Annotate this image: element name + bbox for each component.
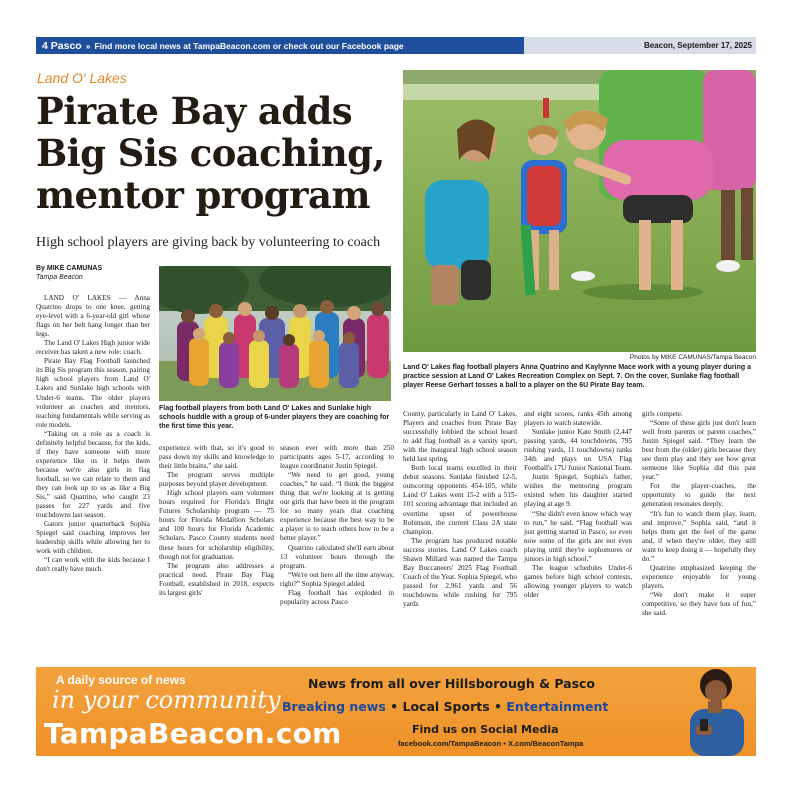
ad-categories: [282, 699, 608, 714]
issue-date: [524, 37, 756, 54]
paragraph: “Some of these girls just don't learn well from parents or parent coaches,” Justin Spiegel said. “They learn the best from the (older) girls because they see them play and they see how great someone like Sophia did this past year.”: [642, 419, 756, 482]
paragraph: The program also addresses a practical need. Pirate Bay Flag Football, established in 2018, expects its largest girls': [159, 561, 274, 597]
coaching-photo-image: [403, 70, 756, 352]
ad-social-links[interactable]: facebook.com/TampaBeacon • X.com/BeaconTampa: [398, 739, 584, 748]
article-byline: [36, 264, 102, 282]
byline-name: By MIKE CAMUNAS: [36, 265, 103, 272]
paragraph: “We need to get good, young coaches,” he said. “I think the biggest thing that we're looking at is getting our girls that have been in the program for so many years that coaching experience because the best way to be a player is to teach others how to be a better player.”: [280, 471, 394, 543]
paragraph: “I can work with the kids because I don't really have much: [36, 556, 150, 574]
ad-site-name[interactable]: TampaBeacon.com: [44, 717, 342, 750]
body-column-5: [524, 410, 632, 600]
header-message: Find more local news at TampaBeacon.com or check out our Facebook page: [94, 40, 404, 51]
ad-entertainment: Entertainment: [506, 699, 609, 714]
tampabeacon-ad[interactable]: [36, 667, 756, 756]
coaching-photo: [403, 70, 756, 352]
headline-line-2: Big Sis coaching,: [36, 131, 385, 175]
coaching-photo-caption: Land O' Lakes flag football players Anna Quatrino and Kaylynne Mace work with a young player during a practice session at Land O' Lakes Recreation Complex on Sept. 7. On the cover, Sunlake flag football player Reese Gerhart tosses a ball to a player on the 6U Pirate Bay team.: [403, 364, 751, 389]
paragraph: Flag football has exploded in popularity across Pasco: [280, 588, 394, 606]
page-header-bar: [36, 37, 756, 54]
huddle-photo-caption: Flag football players from both Land O' Lakes and Sunlake high schools huddle with a group of 6-under players they are coaching for the first time this year.: [159, 405, 390, 430]
ad-breaking-news: Breaking news: [282, 699, 386, 714]
ad-local-sports: Local Sports: [402, 699, 490, 714]
paragraph: season ever with more than 250 participants ages 5-17, according to league coordinator Justin Spiegel.: [280, 444, 394, 471]
huddle-photo-image: [159, 266, 391, 401]
paragraph: High school players earn volunteer hours required for Florida's Bright Futures Scholarship program — 75 hours for Florida Medallion Scholars and 100 hours for Florida Academic Scholars. Pasco County students need these hours for scholarship eligibility, though not for graduation.: [159, 489, 274, 561]
article-deck: High school players are giving back by volunteering to coach: [36, 235, 381, 250]
woman-with-phone-photo: [672, 667, 756, 756]
paragraph: The program serves multiple purposes beyond player development.: [159, 471, 274, 489]
paragraph: Both local teams excelled in their debut seasons. Sunlake finished 12-5, outscoring opponents 454-105, while Land O' Lakes went 15-2 with a 515-101 scoring advantage that included an overtime upset of powerhouse Robinson, the current Class 2A state champion.: [403, 464, 517, 536]
ad-tagline: A daily source of news: [56, 673, 186, 687]
headline-line-3: mentor program: [36, 173, 370, 217]
byline-org: Tampa Beacon: [36, 274, 83, 281]
paragraph: “Taking on a role as a coach is definitely helpful because, for the kids, if they have someone with more experience like us it helps them because we're also girls in flag football, so we can relate to them and they can look up to us as like a Big Sis,” said Quatrino, who caught 23 passes for 227 yards and five touchdowns last season.: [36, 429, 150, 520]
paragraph: Quatrino calculated she'll earn about 13 volunteer hours through the program.: [280, 543, 394, 570]
paragraph: “We're out here all the time anyway, right?” Sophia Spiegel added.: [280, 570, 394, 588]
paragraph: The Land O' Lakes High junior wide receiver has taken a new role: coach.: [36, 339, 150, 357]
body-column-3: [280, 444, 394, 607]
paragraph: Justin Spiegel, Sophia's father, wishes the mentoring program existed when his daughter started playing at age 9.: [524, 473, 632, 509]
issue-date-text: Beacon, September 17, 2025: [643, 41, 752, 50]
paragraph: “It's fun to watch them play, learn, and improve,” Sophia said, “and it helps them get the feel of the game and, if when they're older, they still want to keep doing it — hopefully they do.”: [642, 509, 756, 563]
huddle-photo: [159, 266, 391, 401]
paragraph: “We don't make it super competitive, so they have lots of fun,” she said.: [642, 590, 756, 618]
paragraph: “She didn't even know which way to run,” he said. “Flag football was just getting started in Pasco, so even now some of the girls are not even playing until they're sophomores or juniors in high school.”: [524, 509, 632, 563]
paragraph: and eight scores, ranks 45th among players to watch statewide.: [524, 410, 632, 428]
paragraph: Pirate Bay Flag Football launched its Big Sis program this season, pairing high school players from Land O' Lakes and Sunlake high schools with Under-6 teams. The older players volunteer as coaches and mentors, teaching fundamentals while serving as role models.: [36, 357, 150, 429]
paragraph: Quatrino emphasized keeping the experience enjoyable for young players.: [642, 563, 756, 590]
section-label: 4 Pasco: [42, 39, 82, 52]
body-column-6: [642, 410, 756, 618]
photo-credit: Photos by MIKE CAMUNAS/Tampa Beacon: [629, 354, 756, 361]
paragraph: The program has produced notable success stories. Land O' Lakes coach Shawn Millard was named the Tampa Bay Buccaneers' 2025 Flag Football Coach of the Year. Sophia Spiegel, who passed for 2,961 yards and 56 touchdowns while rushing for 795 yards: [403, 536, 517, 608]
article-headline: [36, 90, 396, 216]
ad-script-text: in your community: [52, 686, 281, 714]
ad-social-heading: Find us on Social Media: [412, 723, 559, 736]
body-column-1: [36, 294, 150, 574]
paragraph: girls compete.: [642, 410, 683, 418]
paragraph: For the player-coaches, the opportunity to guide the next generation resonates deeply.: [642, 482, 756, 509]
paragraph: The league schedules Under-6 games before high school contests, allowing younger players to watch older: [524, 563, 632, 599]
paragraph: LAND O' LAKES — Anna Quatrino drops to one knee, getting eye-level with a 6-year-old girl whose flags on her belt hang longer than her legs.: [36, 294, 150, 339]
bullet-icon: •: [390, 699, 399, 714]
paragraph: experience with that, so it's good to pass down my skills and knowledge to their little brains,” she said.: [159, 444, 274, 471]
double-chevron-icon: »: [85, 40, 91, 51]
headline-line-1: Pirate Bay adds: [36, 89, 353, 133]
article-kicker: Land O' Lakes: [37, 70, 127, 86]
ad-news-line: News from all over Hillsborough & Pasco: [308, 676, 596, 691]
header-banner: [36, 37, 524, 54]
body-column-4: [403, 410, 517, 609]
body-column-2: [159, 444, 274, 598]
paragraph: County, particularly in Land O' Lakes. Players and coaches from Pirate Bay successfully lobbied the school board to add flag football as a varsity sport, with the inaugural high school season held last spring.: [403, 410, 517, 464]
paragraph: Gators junior quarterback Sophia Spiegel said coaching improves her leadership skills while allowing her to work with children.: [36, 520, 150, 556]
paragraph: Sunlake junior Kate Smith (2,447 passing yards, 44 touchdowns, 795 rushing yards, 11 touchdowns) ranks 34th and plays on USA Flag Football's 17U Junior National Team.: [524, 428, 632, 473]
bullet-icon: •: [494, 699, 503, 714]
